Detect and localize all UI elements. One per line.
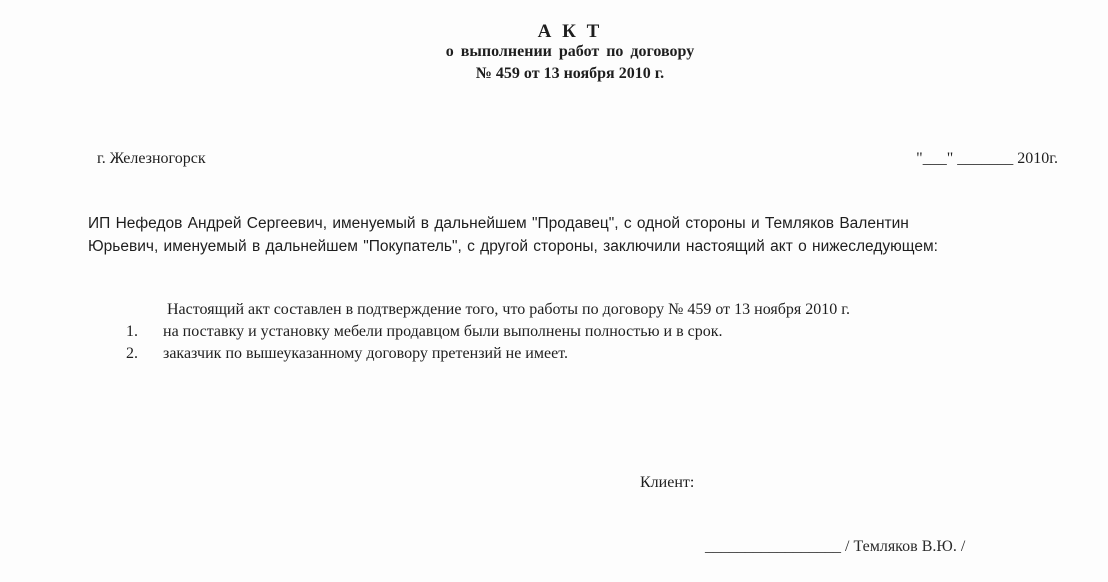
signature-line: _________________ / Темляков В.Ю. / [705,538,966,555]
list-item-text: заказчик по вышеуказанному договору претензий не имеет. [163,345,568,362]
list-item-number: 1. [126,323,138,340]
document-title: А К Т [537,21,603,42]
parties-paragraph-line-1: ИП Нефедов Андрей Сергеевич, именуемый в дальнейшем "Продавец", с одной стороны и Темляков Валентин [88,215,909,232]
date-line: "___" _______ 2010г. [916,150,1058,167]
list-item-text: на поставку и установку мебели продавцом были выполнены полностью и в срок. [163,323,723,340]
city-line: г. Железногорск [97,150,206,167]
list-item-number: 2. [126,345,138,362]
act-intro: Настоящий акт составлен в подтверждение того, что работы по договору № 459 от 13 ноября 2010 г. [167,301,851,318]
document-subtitle: о выполнении работ по договору [445,43,695,60]
contract-reference: № 459 от 13 ноября 2010 г. [475,65,665,82]
client-label: Клиент: [640,474,695,491]
parties-paragraph-line-2: Юрьевич, именуемый в дальнейшем "Покупатель", с другой стороны, заключили настоящий акт о нижеследующем: [88,238,938,255]
